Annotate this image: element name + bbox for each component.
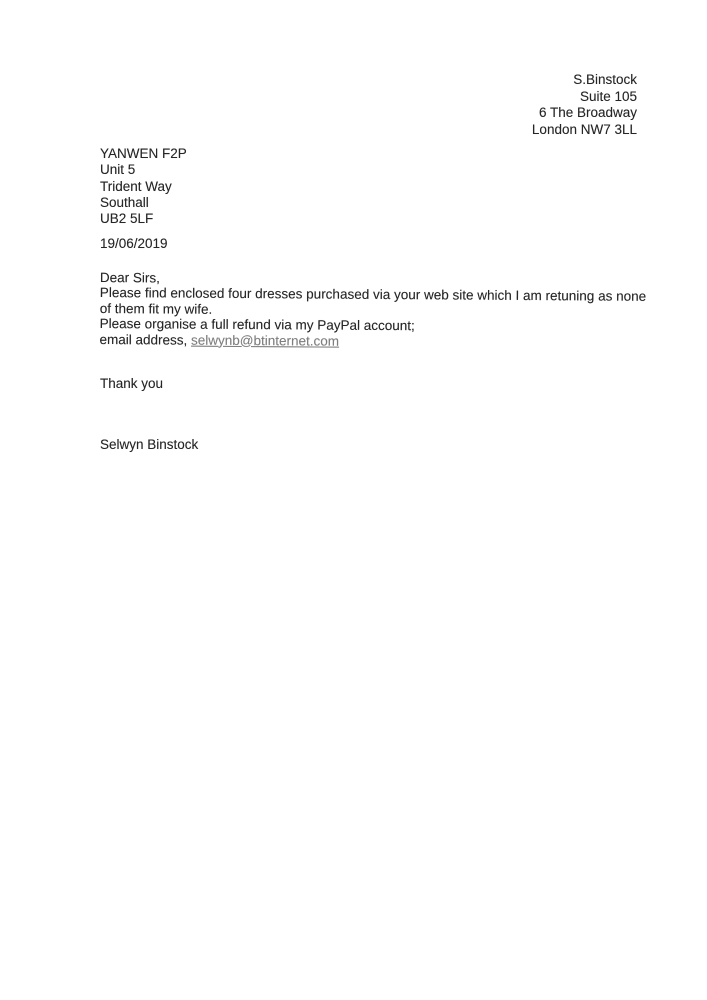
body-paragraph-1: Please find enclosed four dresses purchased via your web site which I am retuning as none of them fit my wife. <box>99 285 647 317</box>
sender-name: S.Binstock <box>573 72 637 87</box>
salutation: Dear Sirs, <box>99 270 161 286</box>
sender-city-postcode: London NW7 3LL <box>531 121 637 137</box>
letter-date: 19/06/2019 <box>100 236 168 251</box>
closing-line: Thank you <box>100 376 164 391</box>
email-address-link: selwynb@btinternet.com <box>191 332 340 349</box>
signature-name: Selwyn Binstock <box>100 437 199 452</box>
sender-street: 6 The Broadway <box>538 105 637 120</box>
recipient-company: YANWEN F2P <box>100 146 187 161</box>
recipient-town: Southall <box>100 194 149 210</box>
email-line <box>99 332 659 351</box>
recipient-postcode: UB2 5LF <box>100 211 154 227</box>
recipient-address <box>100 146 187 227</box>
recipient-unit: Unit 5 <box>100 162 136 178</box>
body-paragraph-2: Please organise a full refund via my PayPal account; <box>99 316 415 334</box>
email-label: email address, <box>99 331 192 348</box>
letter-body <box>99 270 660 351</box>
sender-suite: Suite 105 <box>579 88 637 104</box>
recipient-street: Trident Way <box>100 178 172 194</box>
sender-address <box>532 72 637 138</box>
